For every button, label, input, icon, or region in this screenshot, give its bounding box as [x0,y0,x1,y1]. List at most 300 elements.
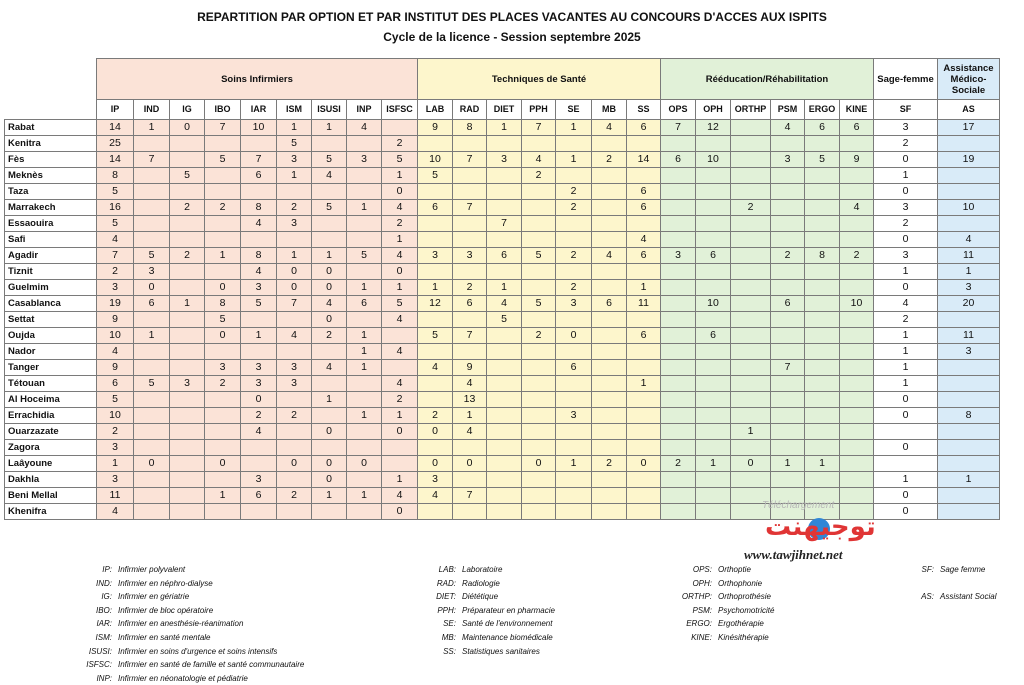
table-cell [418,184,453,200]
table-cell [347,392,382,408]
table-cell [241,232,277,248]
table-cell [556,440,592,456]
table-cell: 0 [134,456,170,472]
table-cell [805,232,840,248]
table-row [5,200,1000,216]
table-cell [522,424,556,440]
table-cell: 4 [522,152,556,168]
table-cell [805,264,840,280]
table-cell: 0 [382,184,418,200]
legend-description: Assistant Social [940,592,997,601]
table-cell: 2 [592,152,627,168]
table-cell [840,280,874,296]
legend-abbreviation: ISM: [95,632,112,642]
legend-entry [412,563,555,577]
table-cell [696,280,731,296]
institute-name: Nador [5,344,97,360]
table-cell [771,408,805,424]
table-cell: 1 [382,168,418,184]
table-row [5,392,1000,408]
table-cell: 4 [382,312,418,328]
table-cell [938,424,1000,440]
legend-description: Infirmier en santé mentale [118,632,211,642]
legend-description: Infirmier en néphro-dialyse [118,578,213,588]
table-cell [170,264,205,280]
table-cell [627,392,661,408]
table-cell [347,472,382,488]
table-cell: 19 [97,296,134,312]
table-cell [170,280,205,296]
table-cell [522,472,556,488]
legend-entry [666,631,774,645]
table-cell: 1 [418,280,453,296]
table-cell: 11 [938,248,1000,264]
table-cell [347,264,382,280]
table-cell: 4 [453,376,487,392]
legend-entry [412,631,555,645]
table-cell: 3 [874,120,938,136]
table-cell [771,312,805,328]
table-row [5,360,1000,376]
table-cell: 1 [312,392,347,408]
table-row [5,408,1000,424]
table-cell: 4 [487,296,522,312]
table-cell [771,136,805,152]
table-cell [805,200,840,216]
table-cell [696,232,731,248]
table-cell: 4 [312,168,347,184]
column-header-isfsc: ISFSC [382,100,418,120]
table-cell: 3 [241,472,277,488]
table-cell: 8 [97,168,134,184]
table-cell: 2 [771,248,805,264]
table-cell: 2 [661,456,696,472]
table-cell [805,280,840,296]
table-cell [487,440,522,456]
legend-entry [64,658,304,672]
table-cell [731,232,771,248]
table-cell: 2 [382,136,418,152]
table-cell: 6 [241,168,277,184]
table-cell [696,216,731,232]
legend-entry [64,645,304,659]
table-cell: 2 [241,408,277,424]
table-cell [805,216,840,232]
table-cell: 4 [277,328,312,344]
table-cell [382,456,418,472]
table-cell [453,472,487,488]
table-cell [731,296,771,312]
legend-abbreviation: SE: [443,619,456,629]
table-cell: 10 [840,296,874,312]
table-cell: 9 [97,360,134,376]
table-cell [522,136,556,152]
column-header-ig: IG [170,100,205,120]
legend-abbreviation: ISFSC: [86,660,112,670]
column-header-sf: SF [874,100,938,120]
institute-name: Taza [5,184,97,200]
table-cell [661,472,696,488]
table-cell: 3 [938,344,1000,360]
corner-cell-2 [5,100,97,120]
column-header-isusi: ISUSI [312,100,347,120]
table-cell [731,328,771,344]
table-cell [874,424,938,440]
table-cell: 5 [134,376,170,392]
table-cell [696,488,731,504]
table-cell [418,264,453,280]
column-header-mb: MB [592,100,627,120]
table-cell [347,424,382,440]
table-cell: 0 [241,392,277,408]
table-cell: 0 [170,120,205,136]
legend-abbreviation: OPS: [692,565,712,574]
column-header-as: AS [938,100,1000,120]
group-header-tech: Techniques de Santé [418,59,661,100]
table-cell: 3 [347,152,382,168]
legend-description: Psychomotricité [718,605,775,615]
table-cell [277,472,312,488]
table-cell [771,280,805,296]
legend-description: Kinésithérapie [718,632,769,642]
table-cell: 4 [97,232,134,248]
table-cell [522,360,556,376]
table-cell: 2 [840,248,874,264]
table-cell [347,440,382,456]
table-cell [592,280,627,296]
table-cell [627,488,661,504]
table-cell [556,344,592,360]
table-cell: 1 [771,456,805,472]
table-cell [312,232,347,248]
table-cell [418,312,453,328]
table-cell: 10 [696,296,731,312]
table-cell: 5 [418,168,453,184]
table-cell [170,344,205,360]
table-cell [627,472,661,488]
table-cell [661,200,696,216]
table-cell [592,440,627,456]
table-cell [487,200,522,216]
institute-name: Tétouan [5,376,97,392]
table-cell [696,376,731,392]
institute-name: Tanger [5,360,97,376]
table-cell: 3 [661,248,696,264]
table-cell: 3 [453,248,487,264]
table-cell [312,504,347,520]
table-cell: 0 [277,280,312,296]
table-cell: 2 [97,264,134,280]
table-cell: 0 [874,392,938,408]
table-cell: 7 [97,248,134,264]
table-cell [205,136,241,152]
legend-entry [64,563,304,577]
table-cell [418,440,453,456]
table-cell: 3 [97,472,134,488]
table-cell [556,136,592,152]
table-cell [696,392,731,408]
table-cell [661,168,696,184]
table-cell [771,216,805,232]
table-cell [487,360,522,376]
table-cell: 1 [382,232,418,248]
table-cell: 0 [205,328,241,344]
table-cell [134,360,170,376]
table-cell: 0 [418,456,453,472]
table-cell: 5 [347,248,382,264]
table-cell: 0 [627,456,661,472]
table-cell [592,216,627,232]
table-cell: 2 [592,456,627,472]
institute-name: Tiznit [5,264,97,280]
table-cell [312,408,347,424]
table-cell [771,232,805,248]
table-cell: 0 [874,184,938,200]
table-cell [731,392,771,408]
table-cell: 6 [453,296,487,312]
table-cell: 3 [771,152,805,168]
table-cell [696,312,731,328]
table-cell [418,216,453,232]
legend-entry [64,577,304,591]
table-cell: 4 [312,296,347,312]
table-cell [556,488,592,504]
table-cell: 5 [382,152,418,168]
column-header-diet: DIET [487,100,522,120]
table-cell: 9 [453,360,487,376]
table-cell [661,312,696,328]
legend-abbreviation: SF: [921,565,934,574]
table-cell: 2 [556,248,592,264]
table-cell [938,136,1000,152]
table-cell: 0 [382,424,418,440]
table-cell: 0 [312,280,347,296]
table-cell [170,472,205,488]
table-cell: 7 [453,152,487,168]
table-cell [696,168,731,184]
table-cell: 6 [627,184,661,200]
column-header-rad: RAD [453,100,487,120]
table-cell [627,168,661,184]
legend-description: Préparateur en pharmacie [462,605,555,615]
table-cell: 1 [805,456,840,472]
table-cell [170,136,205,152]
column-header-kine: KINE [840,100,874,120]
table-cell [731,408,771,424]
table-cell [874,456,938,472]
table-cell: 3 [277,216,312,232]
table-cell [938,168,1000,184]
table-cell [487,376,522,392]
table-cell: 7 [487,216,522,232]
table-cell [453,440,487,456]
legend-description: Infirmier en gériatrie [118,592,190,602]
table-cell [805,392,840,408]
legend-description: Orthophonie [718,578,763,588]
table-cell: 7 [205,120,241,136]
table-cell [938,440,1000,456]
table-cell: 1 [487,280,522,296]
table-cell [487,504,522,520]
table-row [5,472,1000,488]
table-cell [277,440,312,456]
table-cell [731,152,771,168]
table-cell: 2 [205,200,241,216]
table-cell [661,424,696,440]
table-cell [661,360,696,376]
table-cell [487,136,522,152]
table-cell: 5 [205,312,241,328]
table-cell: 2 [277,200,312,216]
table-cell: 4 [382,376,418,392]
table-cell: 2 [312,328,347,344]
table-cell [487,472,522,488]
institute-name: Meknès [5,168,97,184]
table-cell [840,136,874,152]
table-cell [627,408,661,424]
table-cell: 5 [522,248,556,264]
legend-entry [412,577,555,591]
table-cell: 0 [874,504,938,520]
table-cell [731,472,771,488]
table-row [5,248,1000,264]
legend-soins [64,563,304,685]
legend-description: Ergothérapie [718,619,764,629]
table-cell [592,504,627,520]
table-cell [241,456,277,472]
table-cell: 2 [874,136,938,152]
table-cell [277,504,312,520]
table-cell [453,344,487,360]
table-cell: 6 [696,328,731,344]
table-row [5,152,1000,168]
table-cell: 7 [134,152,170,168]
legend-abbreviation: IG: [101,592,112,602]
table-cell: 5 [97,392,134,408]
table-cell: 10 [97,328,134,344]
table-cell [556,232,592,248]
legend-description: Infirmier polyvalent [118,565,186,574]
table-cell [418,376,453,392]
table-cell [205,232,241,248]
table-cell: 5 [97,216,134,232]
watermark-url: www.tawjihnet.net [744,547,843,562]
table-cell [487,392,522,408]
table-cell [771,440,805,456]
table-cell: 0 [205,280,241,296]
table-cell [487,264,522,280]
table-cell: 3 [487,152,522,168]
table-cell [771,344,805,360]
table-cell [556,472,592,488]
table-cell: 0 [874,280,938,296]
institute-name: Fès [5,152,97,168]
table-row [5,424,1000,440]
table-cell [938,504,1000,520]
table-cell [205,264,241,280]
table-cell: 1 [347,408,382,424]
table-cell: 2 [277,488,312,504]
table-cell: 1 [134,328,170,344]
table-cell: 5 [241,296,277,312]
table-row [5,216,1000,232]
table-cell: 0 [874,408,938,424]
table-cell [205,216,241,232]
group-header-as: Assistance Médico-Sociale [938,59,1000,100]
table-cell [312,136,347,152]
table-cell [312,344,347,360]
table-cell: 6 [347,296,382,312]
table-cell [205,168,241,184]
group-header-reed: Rééducation/Réhabilitation [661,59,874,100]
institute-name: Beni Mellal [5,488,97,504]
table-cell: 6 [627,328,661,344]
table-cell: 8 [805,248,840,264]
table-cell: 1 [312,120,347,136]
legend-description: Infirmier en santé de famille et santé communautaire [118,660,305,670]
table-cell [731,136,771,152]
table-cell: 0 [874,440,938,456]
table-cell: 7 [277,296,312,312]
table-cell: 8 [205,296,241,312]
table-cell: 12 [696,120,731,136]
table-cell: 1 [277,248,312,264]
table-row [5,168,1000,184]
table-cell [661,184,696,200]
table-cell: 9 [97,312,134,328]
table-cell [805,184,840,200]
column-header-orthp: ORTHP [731,100,771,120]
table-cell [556,392,592,408]
table-cell [556,376,592,392]
table-cell [592,424,627,440]
table-cell [627,504,661,520]
table-cell: 0 [731,456,771,472]
table-cell [696,264,731,280]
table-cell [840,360,874,376]
table-cell [840,376,874,392]
group-header-sf: Sage-femme [874,59,938,100]
table-cell [661,280,696,296]
table-cell [277,312,312,328]
table-cell [170,216,205,232]
table-cell [418,392,453,408]
table-cell [556,264,592,280]
table-cell: 3 [874,248,938,264]
legend-abbreviation: IAR: [96,619,112,629]
table-cell: 4 [382,248,418,264]
legend-abbreviation: IBO: [95,605,112,615]
column-header-ibo: IBO [205,100,241,120]
table-cell: 1 [347,280,382,296]
table-cell [134,424,170,440]
table-cell [522,440,556,456]
legend-abbreviation: RAD: [436,578,456,588]
table-cell [627,344,661,360]
table-cell: 8 [938,408,1000,424]
table-cell: 19 [938,152,1000,168]
table-cell [522,488,556,504]
table-cell [840,216,874,232]
table-cell: 25 [97,136,134,152]
table-cell [627,440,661,456]
table-cell: 3 [170,376,205,392]
table-cell [840,344,874,360]
legend-entry [912,563,985,577]
column-header-ss: SS [627,100,661,120]
table-cell: 5 [97,184,134,200]
table-cell [312,216,347,232]
